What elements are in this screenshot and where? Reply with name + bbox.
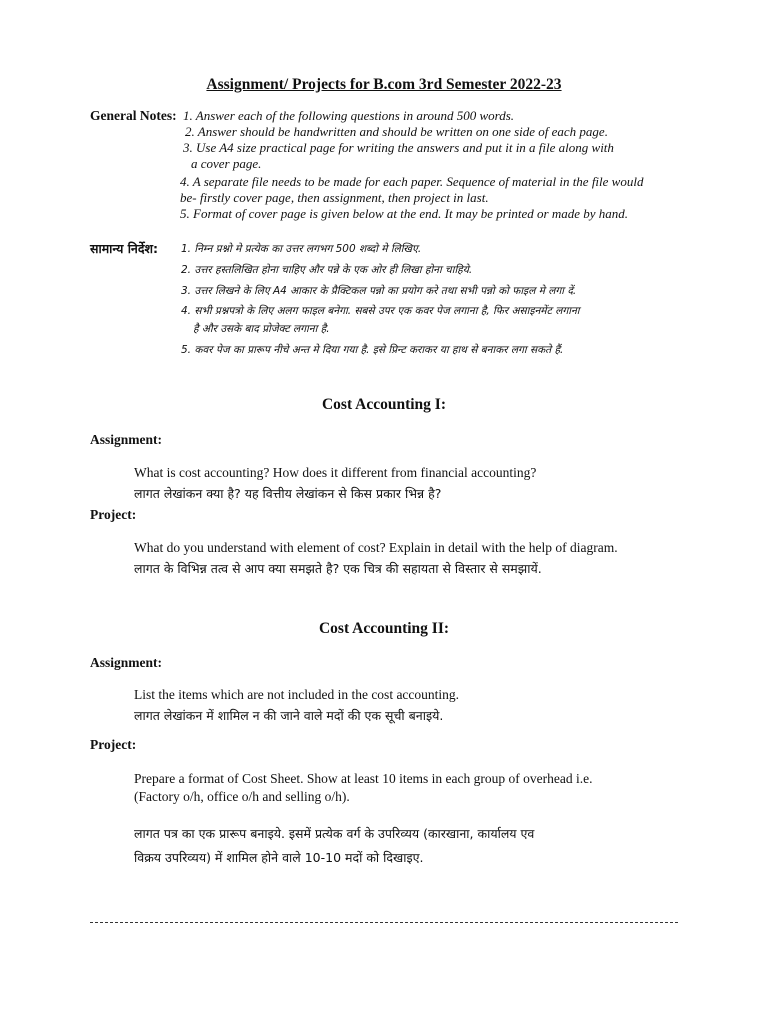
hindi-notes-label: सामान्य निर्देश: (90, 241, 159, 256)
ca2-assignment-hindi: लागत लेखांकन में शामिल न की जाने वाले मदों की एक सूची बनाइये. (134, 708, 444, 723)
ca2-project-label: Project: (90, 737, 137, 752)
ca2-assignment-english: List the items which are not included in the cost accounting. (134, 687, 460, 702)
general-notes-label: General Notes: (90, 108, 177, 123)
hindi-note-4: 4. सभी प्रश्नपत्रो के लिए अलग फाइल बनेगा. सबसे उपर एक कवर पेज लगाना है, फिर असाइनमेंट लगाना (181, 305, 580, 317)
ca1-assignment-label: Assignment: (90, 432, 163, 447)
cost-accounting-2-heading: Cost Accounting II: (318, 620, 450, 637)
ca1-assignment-hindi: लागत लेखांकन क्या है? यह वित्तीय लेखांकन से किस प्रकार भिन्न है? (134, 486, 442, 501)
general-note-5: 5. Format of cover page is given below at the end. It may be printed or made by hand. (180, 206, 629, 221)
ca2-project-hindi-2: विक्रय उपरिव्यय) में शामिल होने वाले 10-10 मदों को दिखाइए. (134, 850, 424, 865)
ca1-project-english: What do you understand with element of cost? Explain in detail with the help of diagram. (134, 540, 618, 555)
ca1-assignment-english: What is cost accounting? How does it different from financial accounting? (134, 465, 537, 480)
ca1-project-label: Project: (90, 507, 137, 522)
cost-accounting-1-heading: Cost Accounting I: (321, 396, 446, 413)
ca2-project-english-2: (Factory o/h, office o/h and selling o/h). (134, 789, 350, 804)
page-title: Assignment/ Projects for B.com 3rd Semester 2022-23 (206, 76, 562, 93)
ca2-project-english-1: Prepare a format of Cost Sheet. Show at least 10 items in each group of overhead i.e. (134, 771, 593, 786)
hindi-note-3: 3. उत्तर लिखने के लिए A4 आकार के प्रैक्टिकल पन्नो का प्रयोग करे तथा सभी पन्नो को फाइल मे लगा दें. (181, 285, 577, 297)
ca1-project-hindi: लागत के विभिन्न तत्व से आप क्या समझते है? एक चित्र की सहायता से विस्तार से समझायें. (134, 561, 542, 576)
ca2-assignment-label: Assignment: (90, 655, 163, 670)
hindi-note-1: 1. निम्न प्रश्नो मे प्रत्येक का उत्तर लगभग 500 शब्दो मे लिखिए. (181, 243, 422, 255)
general-note-3-cont: a cover page. (191, 156, 262, 171)
section-divider (90, 922, 678, 923)
hindi-note-2: 2. उत्तर हस्तलिखित होना चाहिए और पन्ने के एक ओर ही लिखा होना चाहिये. (181, 264, 473, 276)
general-note-4-cont: be- firstly cover page, then assignment, then project in last. (180, 190, 489, 205)
general-note-1: 1. Answer each of the following questions in around 500 words. (183, 108, 515, 123)
general-note-4: 4. A separate file needs to be made for each paper. Sequence of material in the file would (180, 174, 644, 189)
hindi-note-5: 5. कवर पेज का प्रारूप नीचे अन्त मे दिया गया है. इसे प्रिन्ट कराकर या हाथ से बनाकर लगा सकते हैं. (181, 344, 564, 356)
general-note-3: 3. Use A4 size practical page for writing the answers and put it in a file along with (183, 140, 614, 155)
general-note-2: 2. Answer should be handwritten and should be written on one side of each page. (185, 124, 608, 139)
hindi-note-4-cont: है और उसके बाद प्रोजेक्ट लगाना है. (193, 323, 330, 335)
ca2-project-hindi-1: लागत पत्र का एक प्रारूप बनाइये. इसमें प्रत्येक वर्ग के उपरिव्यय (कारखाना, कार्यालय एव (134, 826, 535, 841)
